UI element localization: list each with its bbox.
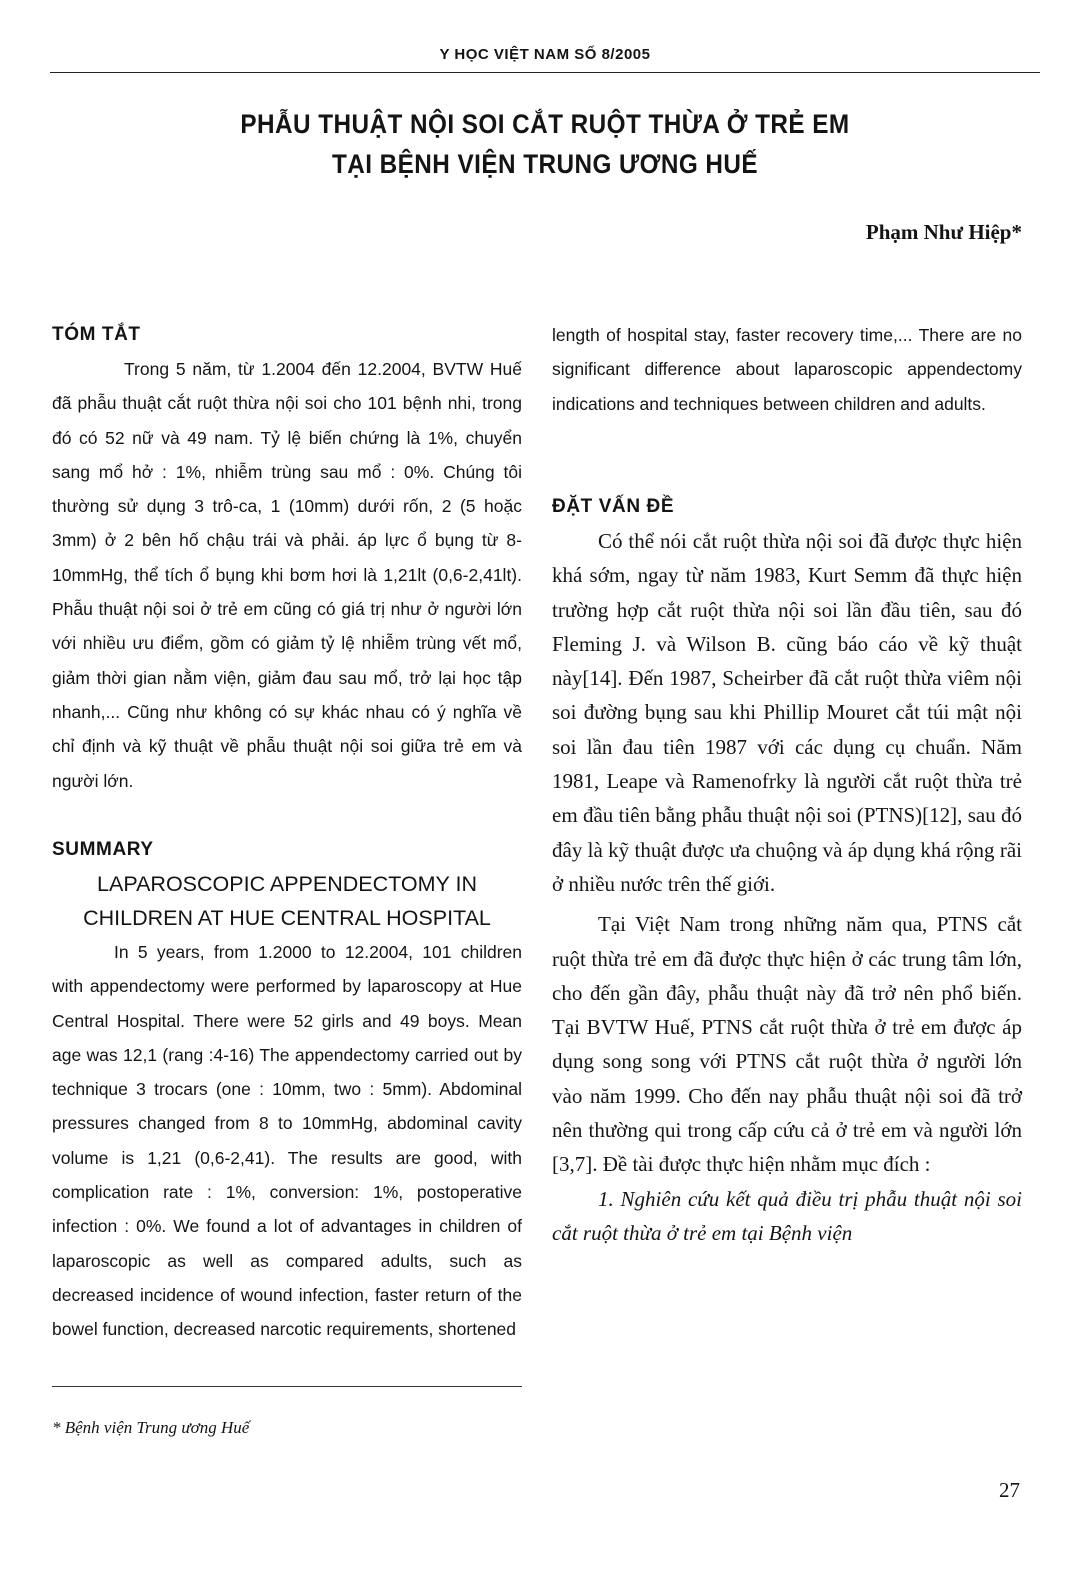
abstract-vi-section [52,318,522,798]
summary-title-line-2: CHILDREN AT HUE CENTRAL HOSPITAL [83,906,491,930]
title-line-2: TẠI BỆNH VIỆN TRUNG ƯƠNG HUẾ [331,149,759,179]
introduction-para-2: Tại Việt Nam trong những năm qua, PTNS cắt ruột thừa trẻ em đã được thực hiện ở các trung tâm lớn, cho đến gần đây, phẫu thuật này đã trở nên phổ biến. Tại BVTW Huế, PTNS cắt ruột thừa ở trẻ em được áp dụng song song với PTNS cắt ruột thừa ở người lớn vào năm 1999. Cho đến nay phẫu thuật nội soi đã trở nên thường qui trong cấp cứu cả ở trẻ em và người lớn [3,7]. Đề tài được thực hiện nhằm mục đích : [552,912,1022,1177]
header-rule [50,72,1040,73]
summary-text-part-1: In 5 years, from 1.2000 to 12.2004, 101 children with appendectomy were performed by laparoscopy at Hue Central Hospital. There were 52 girls and 49 boys. Mean age was 12,1 (rang :4-16) The appendectomy carried out by technique 3 trocars (one : 10mm, two : 5mm). Abdominal pressures changed from 8 to 10mmHg, abdominal cavity volume is 1,21 (0,6-2,41). The results are good, with complication rate : 1%, conversion: 1%, postoperative infection : 0%. We found a lot of advantages in children of laparoscopic as well as compared adults, such as decreased incidence of wound infection, faster return of the bowel function, decreased narcotic requirements, shortened [52,942,522,1340]
summary-section [52,833,522,1347]
footnote-rule [52,1386,522,1387]
summary-continued [552,318,1022,421]
abstract-vi-body [52,352,522,798]
abstract-vi-heading: TÓM TẮT [52,324,141,345]
summary-title-line-1: LAPAROSCOPIC APPENDECTOMY IN [97,872,477,896]
summary-text-part-2: length of hospital stay, faster recovery time,... There are no significant difference about laparoscopic appendectomy indications and techniques between children and adults. [552,325,1022,414]
summary-body [52,935,522,1347]
article-title [55,104,1036,184]
introduction-body [552,524,1022,1250]
introduction-heading: ĐẶT VẤN ĐỀ [552,496,675,517]
introduction-section [552,490,1022,1250]
introduction-objective-1: 1. Nghiên cứu kết quả điều trị phẫu thuật nội soi cắt ruột thừa ở trẻ em tại Bệnh viện [552,1186,1022,1245]
footnote: * Bệnh viện Trung ương Huế [52,1418,250,1437]
title-line-1: PHẪU THUẬT NỘI SOI CẮT RUỘT THỪA Ở TRẺ EM [240,109,850,139]
journal-header: Y HỌC VIỆT NAM SỐ 8/2005 [439,46,651,63]
page-number: 27 [999,1478,1020,1502]
summary-body-continued [552,318,1022,421]
author: Phạm Như Hiệp* [865,220,1022,244]
abstract-vi-text: Trong 5 năm, từ 1.2004 đến 12.2004, BVTW Huế đã phẫu thuật cắt ruột thừa nội soi cho 101 bệnh nhi, trong đó có 52 nữ và 49 nam. Tỷ lệ biến chứng là 1%, chuyển sang mổ hở : 1%, nhiễm trùng sau mổ : 0%. Chúng tôi thường sử dụng 3 trô-ca, 1 (10mm) dưới rốn, 2 (5 hoặc 3mm) ở 2 bên hố chậu trái và phải. áp lực ổ bụng từ 8-10mmHg, thể tích ổ bụng khi bơm hơi là 1,21lt (0,6-2,41lt). Phẫu thuật nội soi ở trẻ em cũng có giá trị như ở người lớn với nhiều ưu điểm, gồm có giảm tỷ lệ nhiễm trùng vết mổ, giảm thời gian nằm viện, giảm đau sau mổ, trở lại học tập nhanh,... Cũng như không có sự khác nhau có ý nghĩa về chỉ định và kỹ thuật về phẫu thuật nội soi giữa trẻ em và người lớn. [52,359,522,791]
introduction-para-1: Có thể nói cắt ruột thừa nội soi đã được thực hiện khá sớm, ngay từ năm 1983, Kurt Semm đã thực hiện trường hợp cắt ruột thừa nội soi lần đầu tiên, sau đó Fleming J. và Wilson B. cũng báo cáo về kỹ thuật này[14]. Đến 1987, Scheirber đã cắt ruột thừa viêm nội soi đường bụng sau khi Phillip Mouret cắt túi mật nội soi lần đau tiên 1987 với các dụng cụ chuẩn. Năm 1981, Leape và Ramenofrky là người cắt ruột thừa trẻ em đầu tiên bằng phẫu thuật nội soi (PTNS)[12], sau đó đây là kỹ thuật được ưa chuộng và áp dụng khá rộng rãi ở nhiều nước trên thế giới. [552,529,1022,896]
summary-heading: SUMMARY [52,839,154,860]
